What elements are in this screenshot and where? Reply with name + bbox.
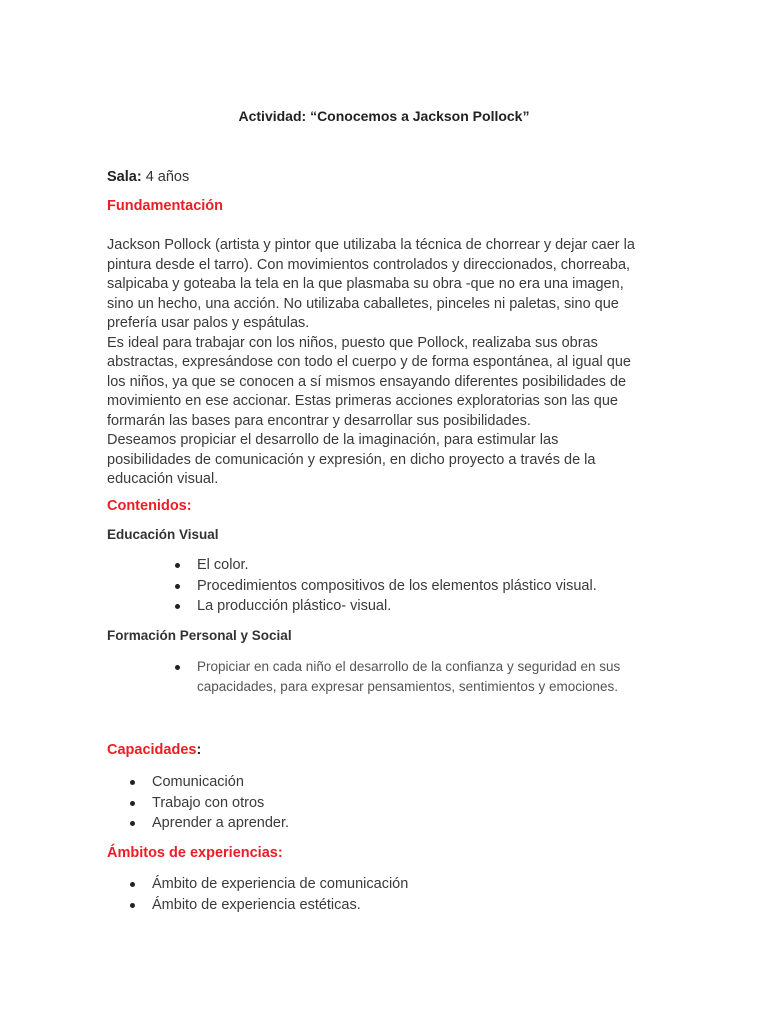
paragraph-line: abstractas, expresándose con todo el cuerpo y de forma espontánea, al igual que bbox=[107, 354, 631, 370]
paragraph-line: Es ideal para trabajar con los niños, puesto que Pollock, realizaba sus obras bbox=[107, 334, 598, 351]
contenidos-heading: Contenidos: bbox=[107, 498, 192, 514]
activity-title: Actividad: “Conocemos a Jackson Pollock” bbox=[238, 108, 530, 124]
list-item-text: Ámbito de experiencia de comunicación bbox=[152, 876, 409, 892]
ambitos-list bbox=[152, 874, 408, 915]
list-item bbox=[197, 576, 597, 597]
paragraph-line: posibilidades de comunicación y expresión, en dicho proyecto a través de la bbox=[107, 451, 596, 468]
ambitos-heading: Ámbitos de experiencias: bbox=[107, 845, 283, 861]
list-item-text: Comunicación bbox=[152, 774, 244, 790]
paragraph-line: Deseamos propiciar el desarrollo de la imaginación, para estimular las bbox=[107, 432, 559, 448]
bullet-icon bbox=[175, 604, 180, 609]
paragraph-line: formarán las bases para encontrar y desarrollar sus posibilidades. bbox=[107, 412, 531, 429]
sala-label: Sala: bbox=[107, 169, 142, 185]
bullet-icon bbox=[130, 903, 135, 908]
educacion-visual-list bbox=[197, 555, 597, 617]
sala-value: 4 años bbox=[145, 169, 190, 185]
educacion-visual-heading: Educación Visual bbox=[107, 527, 219, 542]
formacion-heading: Formación Personal y Social bbox=[107, 628, 292, 643]
paragraph-line: prefería usar palos y espátulas. bbox=[107, 315, 310, 331]
capacidades-list bbox=[152, 772, 289, 834]
list-item bbox=[197, 657, 620, 697]
sala-line bbox=[107, 169, 189, 185]
paragraph-line: Jackson Pollock (artista y pintor que utilizaba la técnica de chorrear y dejar caer la bbox=[107, 237, 635, 253]
fundamentacion-paragraph bbox=[107, 236, 667, 490]
bullet-icon bbox=[175, 584, 180, 589]
list-item bbox=[152, 895, 408, 916]
bullet-icon bbox=[175, 665, 180, 670]
paragraph-line: los niños, ya que se conocen a sí mismos ensayando diferentes posibilidades de bbox=[107, 373, 627, 390]
list-item-text: La producción plástico- visual. bbox=[197, 598, 392, 614]
list-item bbox=[152, 772, 289, 793]
bullet-icon bbox=[130, 821, 135, 826]
formacion-list bbox=[197, 657, 620, 697]
bullet-icon bbox=[175, 563, 180, 568]
list-item bbox=[152, 813, 289, 834]
list-item bbox=[197, 555, 597, 576]
fundamentacion-heading: Fundamentación bbox=[107, 198, 224, 214]
bullet-icon bbox=[130, 801, 135, 806]
capacidades-heading-line bbox=[107, 742, 201, 758]
paragraph-line: salpicaba y goteaba la tela en la que plasmaba su obra -que no era una imagen, bbox=[107, 276, 624, 292]
list-item-text: El color. bbox=[197, 557, 249, 573]
list-item-text: Aprender a aprender. bbox=[152, 815, 290, 831]
list-item bbox=[197, 596, 597, 617]
paragraph-line: sino un hecho, una acción. No utilizaba caballetes, pinceles ni paletas, sino que bbox=[107, 295, 619, 312]
list-item-text: Ámbito de experiencia estéticas. bbox=[152, 896, 361, 913]
list-item bbox=[152, 793, 289, 814]
paragraph-line: movimiento en ese accionar. Estas primeras acciones exploratorias son las que bbox=[107, 393, 618, 409]
list-item-text: Trabajo con otros bbox=[152, 794, 265, 811]
paragraph-line: educación visual. bbox=[107, 471, 219, 487]
list-item-line: capacidades, para expresar pensamientos, sentimientos y emociones. bbox=[197, 679, 618, 694]
capacidades-colon: : bbox=[196, 742, 202, 758]
paragraph-line: pintura desde el tarro). Con movimientos controlados y direccionados, chorreaba, bbox=[107, 256, 631, 273]
capacidades-heading: Capacidades bbox=[107, 742, 197, 758]
bullet-icon bbox=[130, 780, 135, 785]
bullet-icon bbox=[130, 882, 135, 887]
list-item-text: Procedimientos compositivos de los elementos plástico visual. bbox=[197, 577, 597, 594]
list-item-line: Propiciar en cada niño el desarrollo de la confianza y seguridad en sus bbox=[197, 659, 621, 674]
list-item bbox=[152, 874, 408, 895]
